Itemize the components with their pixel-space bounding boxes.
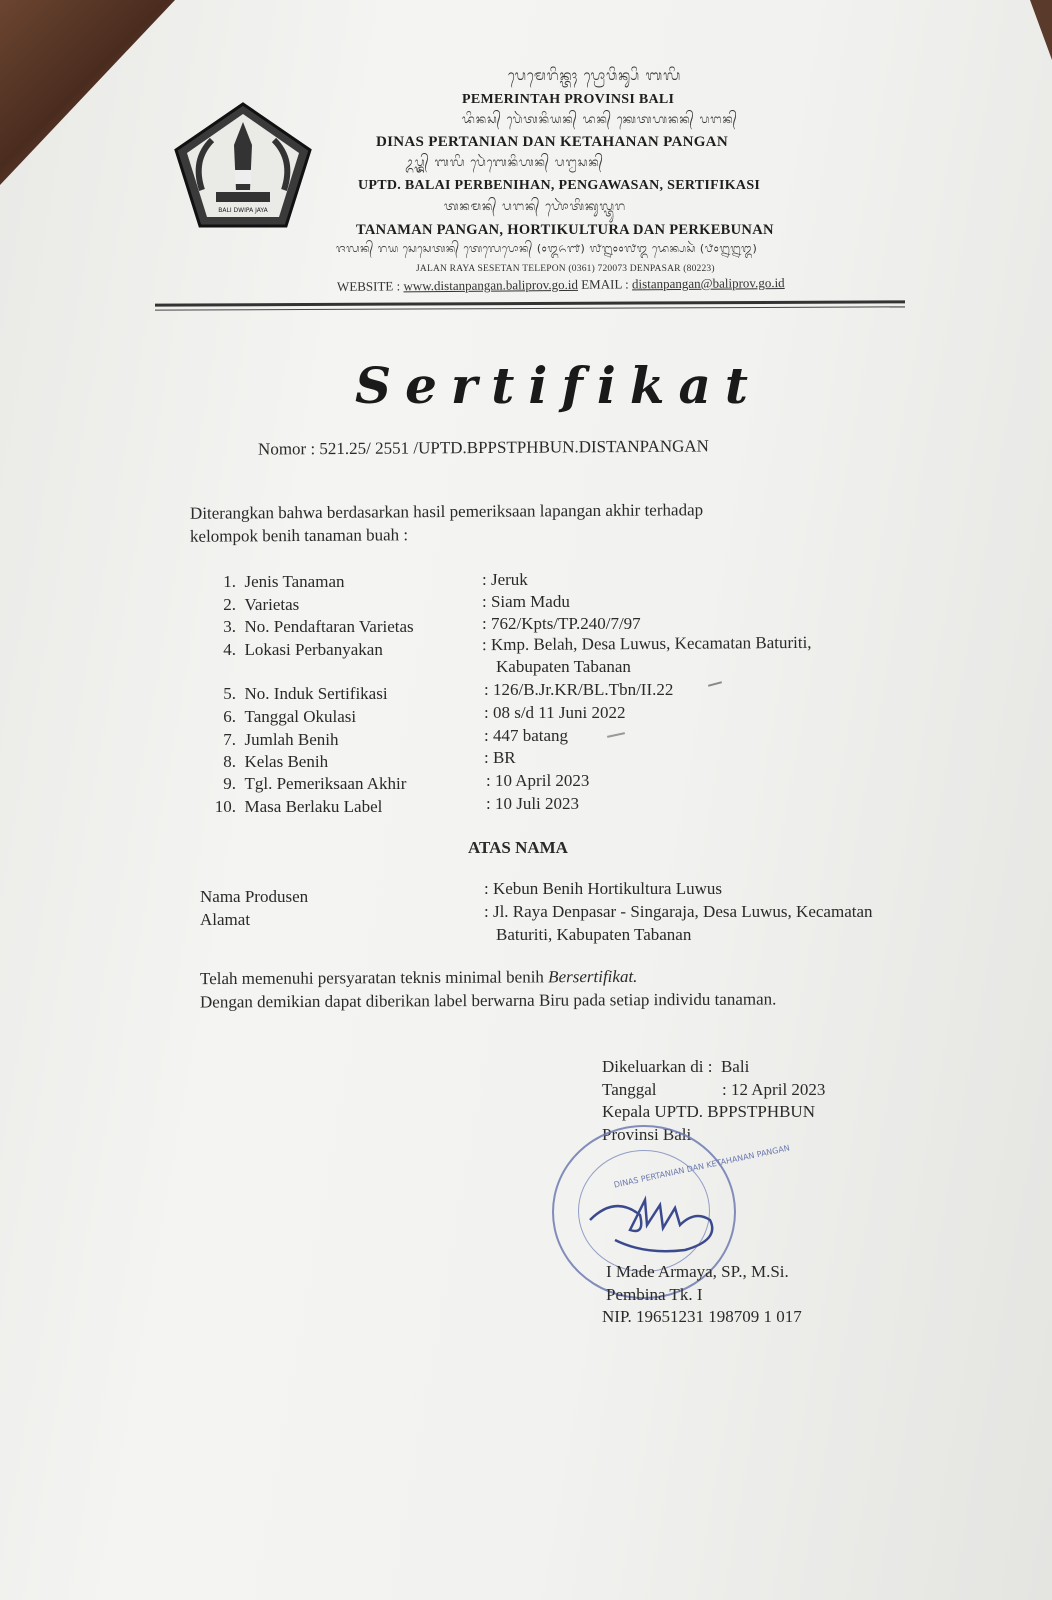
list-item: 4. Lokasi Perbanyakan (223, 640, 383, 659)
intro-line-1: Diterangkan bahwa berdasarkan hasil pemeriksaan lapangan akhir terhadap (189, 500, 704, 523)
list-item-value-cont: Kabupaten Tabanan (496, 657, 631, 676)
producer-address-value: : Jl. Raya Denpasar - Singaraja, Desa Luwus, Kecamatan (484, 902, 873, 921)
stamp-text: DINAS PERTANIAN DAN KETAHANAN PANGAN (613, 1143, 791, 1190)
closing-line-1: Telah memenuhi persyaratan teknis minimal benih Bersertifikat. (199, 966, 638, 989)
balinese-script-line-4: ᬢᬦᬫᬦ᭄ ᬧᬗᬦ᭄ ᬳᭀᬃᬢᬶᬓᬸᬮ᭄ᬢᬸᬭ (444, 199, 627, 213)
list-item: 10. Masa Berlaku Label (214, 797, 383, 816)
website-link[interactable]: www.distanpangan.baliprov.go.id (403, 276, 579, 294)
signatory-name: I Made Armaya, SP., M.Si. (606, 1262, 789, 1281)
list-item: 2. Varietas (223, 595, 300, 614)
producer-name-value: : Kebun Benih Hortikultura Luwus (484, 879, 722, 898)
list-item-value: : 447 batang (484, 726, 569, 745)
intro-line-2: kelompok benih tanaman buah : (189, 525, 409, 546)
list-item: 7. Jumlah Benih (223, 730, 339, 749)
balinese-script-line-1: ᬧᬾᬫᬾᬭᬶᬦ᭄ᬢᬄ ᬧ᭄ᬭᭀᬯᬶᬦ᭄ᬲᬶ ᬩᬮᬶ (508, 68, 682, 84)
list-item: 6. Tanggal Okulasi (223, 707, 357, 726)
signatory-nip: NIP. 19651231 198709 1 017 (602, 1307, 802, 1326)
list-item-value: : Kmp. Belah, Desa Luwus, Kecamatan Baturiti, (481, 632, 812, 655)
producer-address-value-cont: Baturiti, Kabupaten Tabanan (496, 925, 692, 944)
handwritten-signature (585, 1180, 735, 1260)
balinese-script-line-3: ᬉᬧ᭄ᬢ᭄ᬤ᭄ ᬩᬮᬶ ᬧᬾᬃᬩᬾᬦᬶᬳᬦ᭄ ᬧᬗ᭄ᬯᬲᬦ᭄ (405, 155, 604, 169)
email-label: EMAIL : (577, 276, 633, 292)
list-item: 9. Tgl. Pemeriksaan Akhir (223, 774, 407, 793)
producer-name-label: Nama Produsen (200, 887, 309, 906)
department-name: DINAS PERTANIAN DAN KETAHANAN PANGAN (376, 134, 728, 150)
list-item-value: : 10 Juli 2023 (486, 794, 580, 813)
office-address: JALAN RAYA SESETAN TELEPON (0361) 720073 DENPASAR (80223) (416, 264, 715, 274)
list-item: 1. Jenis Tanaman (223, 572, 345, 591)
balinese-script-line-2: ᬤᬶᬦᬲ᭄ ᬧᬾᬃᬢᬦᬶᬬᬦ᭄ ᬤᬦ᭄ ᬓᬾᬢᬳᬦᬦ᭄ ᬧᬗᬦ᭄ (462, 112, 738, 126)
certificate-number: Nomor : 521.25/ 2551 /UPTD.BPPSTPHBUN.DISTANPANGAN (257, 436, 709, 459)
list-item-value: : 762/Kpts/TP.240/7/97 (482, 614, 641, 633)
list-item-value: : Jeruk (482, 570, 528, 589)
issued-date-value: : 12 April 2023 (722, 1080, 826, 1099)
balinese-script-line-5: ᬚᬮᬦ᭄ ᬭᬬ ᬲᬾᬲᬾᬢᬦ᭄ ᬢᬾᬮᬾᬧᭀᬦ᭄ (᭐᭓᭖᭑) ᭗᭒᭐᭐᭗᭓ ᬤᬾᬦ᭄ᬧᬲᬃ (᭘᭐᭒᭒᭓) (336, 242, 758, 255)
list-item: 5. No. Induk Sertifikasi (223, 684, 388, 703)
issued-date-label: Tanggal (602, 1080, 657, 1099)
closing-line-2: Dengan demikian dapat diberikan label berwarna Biru pada setiap individu tanaman. (199, 989, 777, 1012)
government-name: PEMERINTAH PROVINSI BALI (462, 92, 675, 107)
list-item-value: : 126/B.Jr.KR/BL.Tbn/II.22 (484, 680, 674, 699)
unit-name: UPTD. BALAI PERBENIHAN, PENGAWASAN, SERTIFIKASI (358, 178, 761, 193)
logo-text: BALI DWIPA JAYA (218, 207, 268, 214)
list-item: 8. Kelas Benih (223, 752, 329, 771)
list-item-value: : Siam Madu (482, 592, 570, 611)
producer-address-label: Alamat (200, 910, 251, 929)
issued-place: Dikeluarkan di : Bali (602, 1057, 750, 1076)
website-label: WEBSITE : (336, 278, 404, 294)
certificate-title: Sertifikat (355, 356, 762, 415)
list-item-value: : 10 April 2023 (486, 771, 590, 790)
bali-province-logo (172, 100, 314, 230)
signatory-rank: Pembina Tk. I (606, 1285, 703, 1304)
email-link[interactable]: distanpangan@baliprov.go.id (631, 275, 785, 292)
atas-nama-heading: ATAS NAMA (468, 838, 568, 857)
list-item-value: : 08 s/d 11 Juni 2022 (484, 703, 626, 722)
position-line-1: Kepala UPTD. BPPSTPHBUN (602, 1102, 815, 1121)
unit-name-2: TANAMAN PANGAN, HORTIKULTURA DAN PERKEBUNAN (356, 222, 774, 238)
list-item: 3. No. Pendaftaran Varietas (223, 617, 414, 636)
list-item-value: : BR (484, 748, 516, 767)
position-line-2: Provinsi Bali (602, 1125, 692, 1144)
